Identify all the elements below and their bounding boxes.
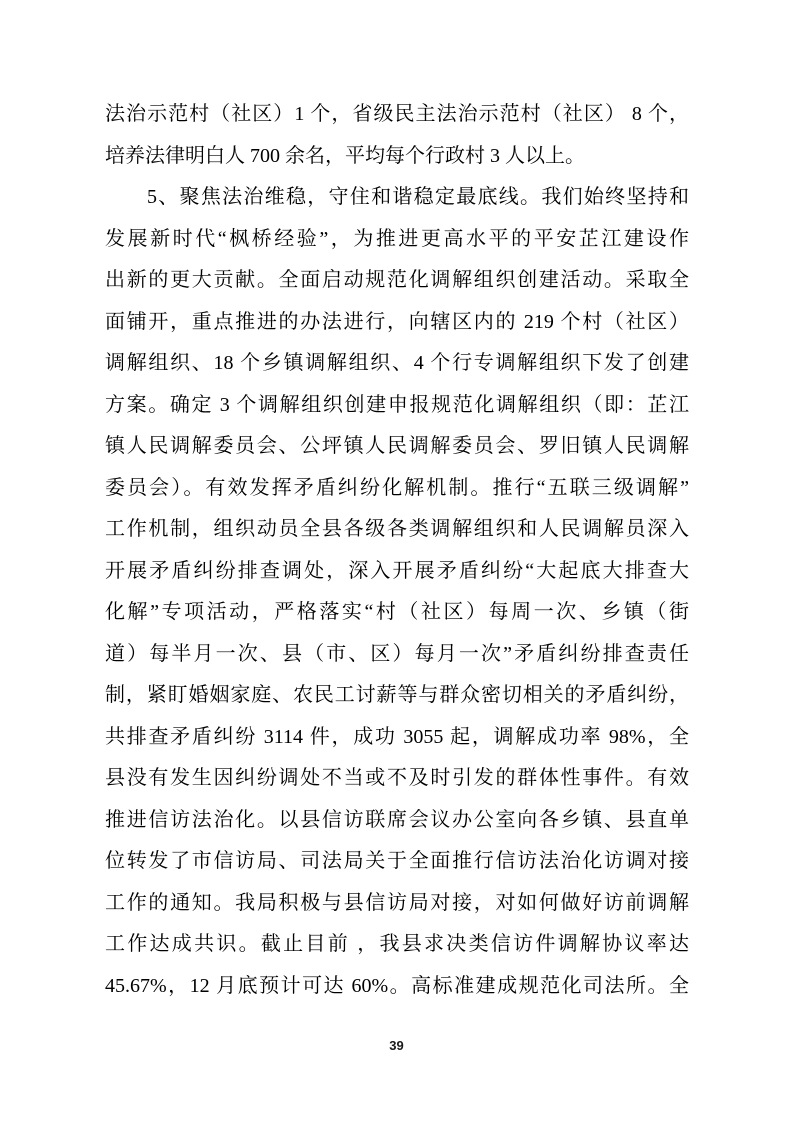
text-line: 工作的通知。我局积极与县信访局对接，对如何做好访前调解 bbox=[105, 891, 689, 914]
page-number: 39 bbox=[389, 1038, 404, 1053]
text-line: 县没有发生因纠纷调处不当或不及时引发的群体性事件。有效 bbox=[105, 767, 689, 789]
text-line: 5、聚焦法治维稳，守住和谐稳定最底线。我们始终坚持和 bbox=[147, 186, 689, 208]
text-line: 共排查矛盾纠纷 3114 件，成功 3055 起，调解成功率 98%，全 bbox=[105, 725, 689, 748]
text-line: 调解组织、18 个乡镇调解组织、4 个行专调解组织下发了创建 bbox=[105, 352, 689, 374]
text-line: 镇人民调解委员会、公坪镇人民调解委员会、罗旧镇人民调解 bbox=[105, 435, 689, 457]
text-line: 推进信访法治化。以县信访联席会议办公室向各乡镇、县直单 bbox=[105, 808, 689, 831]
text-line: 工作达成共识。截止目前 ，我县求决类信访件调解协议率达 bbox=[105, 933, 689, 955]
text-line: 培养法律明白人 700 余名，平均每个行政村 3 人以上。 bbox=[105, 144, 585, 167]
text-line: 方案。确定 3 个调解组织创建申报规范化调解组织（即：芷江 bbox=[105, 393, 689, 416]
text-line: 法治示范村（社区）1 个，省级民主法治示范村（社区） 8 个， bbox=[105, 103, 689, 125]
text-line: 工作机制，组织动员全县各级各类调解组织和人民调解员深入 bbox=[105, 518, 689, 540]
text-line: 发展新时代“枫桥经验”，为推进更高水平的平安芷江建设作 bbox=[105, 227, 689, 250]
document-body bbox=[105, 94, 689, 1007]
text-line: 道）每半月一次、县（市、区）每月一次”矛盾纠纷排查责任 bbox=[105, 642, 689, 665]
text-line: 化解”专项活动，严格落实“村（社区）每周一次、乡镇（街 bbox=[105, 601, 689, 623]
text-line: 面铺开，重点推进的办法进行，向辖区内的 219 个村（社区） bbox=[105, 310, 689, 333]
text-line: 位转发了市信访局、司法局关于全面推行信访法治化访调对接 bbox=[105, 850, 689, 872]
text-line: 出新的更大贡献。全面启动规范化调解组织创建活动。采取全 bbox=[105, 269, 689, 291]
text-line: 委员会）。有效发挥矛盾纠纷化解机制。推行“五联三级调解” bbox=[105, 476, 689, 499]
page-footer bbox=[0, 1038, 793, 1053]
text-line: 制，紧盯婚姻家庭、农民工讨薪等与群众密切相关的矛盾纠纷， bbox=[105, 684, 689, 706]
text-line: 开展矛盾纠纷排查调处，深入开展矛盾纠纷“大起底大排查大 bbox=[105, 559, 689, 582]
text-line: 45.67%，12 月底预计可达 60%。高标准建成规范化司法所。全 bbox=[105, 974, 689, 997]
